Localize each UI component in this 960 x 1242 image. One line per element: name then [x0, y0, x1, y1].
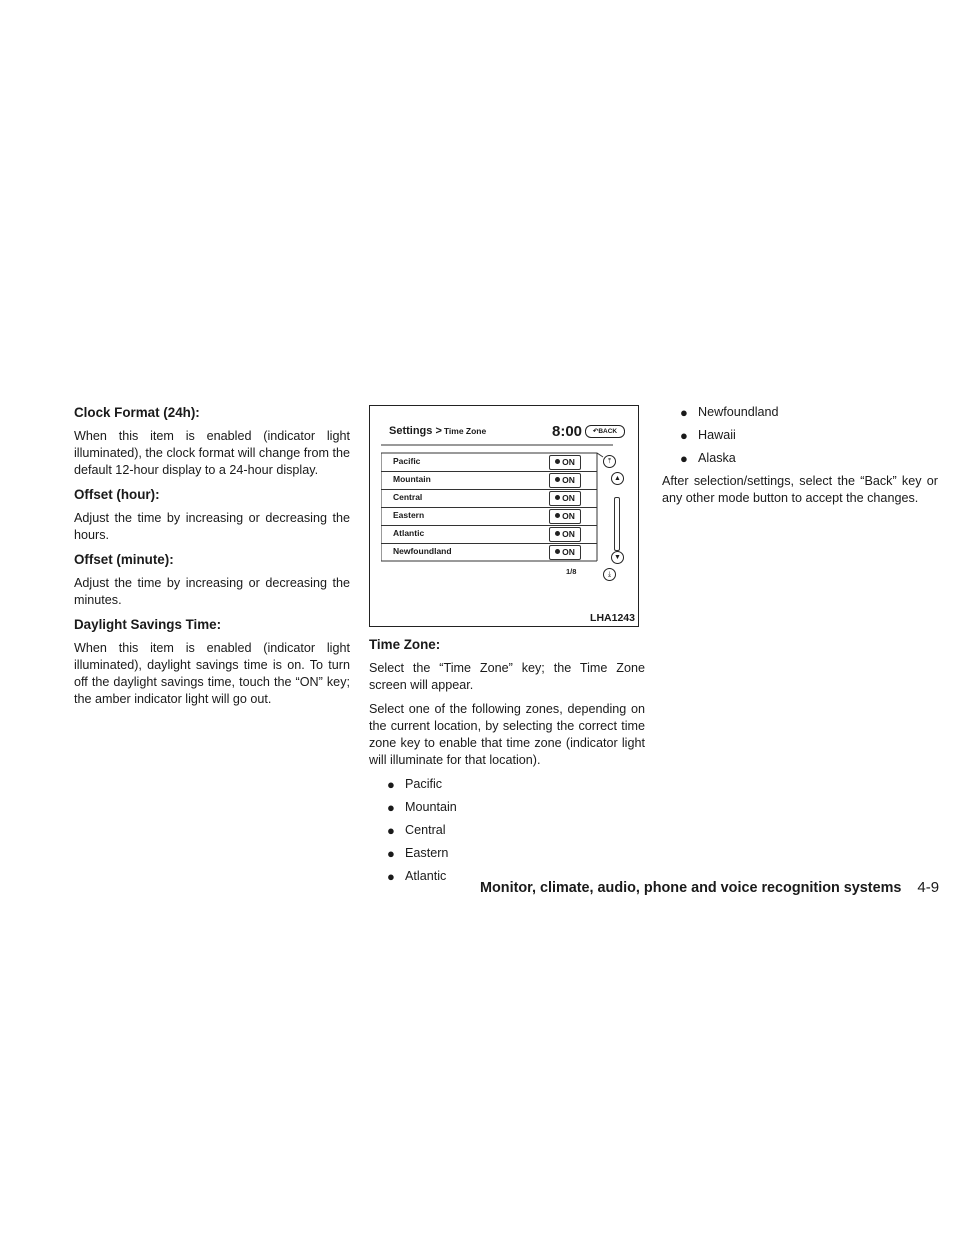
list-item: ● Pacific [387, 777, 443, 792]
scroll-up-icon[interactable]: ▲ [611, 472, 624, 485]
time-zone-bullets-continued [662, 404, 938, 467]
list-item: ● Newfoundland [680, 405, 779, 420]
on-toggle[interactable]: ON [549, 473, 581, 488]
back-label: BACK [598, 428, 618, 435]
screen-header [389, 424, 621, 440]
on-toggle[interactable]: ON [549, 545, 581, 560]
bullet-icon: ● [387, 823, 395, 838]
page-number: 4-9 [917, 879, 940, 896]
time-zone-label: Mountain [393, 474, 431, 484]
time-zone-heading: Time Zone: [369, 637, 441, 652]
time-zone-label: Central [393, 492, 423, 502]
screen-title: Settings > Time Zone [389, 425, 487, 437]
bullet-icon: ● [680, 451, 688, 466]
after-selection-para: After selection/settings, select the “Back” key or any other mode button to accept the changes. [662, 474, 938, 505]
time-zone-label: Atlantic [393, 528, 425, 538]
scroll-top-icon[interactable]: ⤒ [603, 455, 616, 468]
daylight-savings-heading: Daylight Savings Time: [74, 617, 222, 632]
back-button[interactable] [585, 425, 625, 438]
time-zone-label: Newfoundland [393, 546, 452, 556]
indicator-light-icon [555, 531, 560, 536]
offset-minute-body: Adjust the time by increasing or decreasing the minutes. [74, 576, 350, 607]
time-zone-row-central[interactable] [381, 489, 597, 508]
time-zone-row-atlantic[interactable] [381, 525, 597, 544]
daylight-savings-body: When this item is enabled (indicator light illuminated), daylight savings time is on. To turn off the daylight savings time, touch the “ON” key; the amber indicator light will go out. [74, 641, 350, 706]
indicator-light-icon [555, 477, 560, 482]
time-zone-screen-figure [369, 405, 639, 627]
clock-format-heading: Clock Format (24h): [74, 405, 200, 420]
list-item: ● Eastern [387, 846, 449, 861]
indicator-light-icon [555, 459, 560, 464]
time-zone-label: Eastern [393, 510, 425, 520]
page-footer [480, 879, 939, 896]
list-item: ● Mountain [387, 800, 457, 815]
time-zone-row-eastern[interactable] [381, 507, 597, 526]
on-toggle[interactable]: ON [549, 491, 581, 506]
list-item: ● Central [387, 823, 446, 838]
back-arrow-icon: ↶ [592, 428, 599, 435]
on-toggle[interactable]: ON [549, 509, 581, 524]
bullet-icon: ● [387, 777, 395, 792]
bullet-icon: ● [387, 800, 395, 815]
offset-minute-heading: Offset (minute): [74, 552, 174, 567]
bullet-icon: ● [387, 869, 395, 884]
clock-format-body: When this item is enabled (indicator light illuminated), the clock format will change from the default 12-hour display to a 24-hour display. [74, 429, 350, 477]
time-zone-row-mountain[interactable] [381, 471, 597, 490]
left-column [74, 404, 350, 715]
time-zone-para-2: Select one of the following zones, depending on the current location, by selecting the correct time zone key to enable that time zone (indicator light will illuminate for that location). [369, 702, 645, 767]
middle-column [369, 636, 645, 891]
list-item: ● Hawaii [680, 428, 736, 443]
bullet-icon: ● [680, 405, 688, 420]
indicator-light-icon [555, 549, 560, 554]
bullet-icon: ● [680, 428, 688, 443]
list-item: ● Atlantic [387, 869, 447, 884]
list-item: ● Alaska [680, 451, 736, 466]
scrollbar-track[interactable] [614, 497, 620, 551]
scroll-bottom-icon[interactable]: ⤓ [603, 568, 616, 581]
offset-hour-body: Adjust the time by increasing or decreasing the hours. [74, 511, 350, 542]
indicator-light-icon [555, 513, 560, 518]
bullet-icon: ● [387, 846, 395, 861]
offset-hour-heading: Offset (hour): [74, 487, 160, 502]
time-zone-label: Pacific [393, 456, 421, 466]
time-zone-bullets [369, 776, 645, 885]
page-indicator: 1/8 [566, 567, 577, 576]
time-zone-row-newfoundland[interactable] [381, 543, 597, 561]
on-toggle[interactable]: ON [549, 527, 581, 542]
screen-subtitle: Time Zone [443, 426, 487, 436]
right-column [662, 404, 938, 514]
on-toggle[interactable]: ON [549, 455, 581, 470]
chapter-title: Monitor, climate, audio, phone and voice recognition systems [480, 880, 902, 896]
indicator-light-icon [555, 495, 560, 500]
screen-clock: 8:00 [552, 423, 583, 440]
scroll-down-icon[interactable]: ▼ [611, 551, 624, 564]
figure-caption: LHA1243 [590, 612, 635, 624]
time-zone-row-pacific[interactable] [381, 453, 597, 472]
time-zone-para-1: Select the “Time Zone” key; the Time Zone screen will appear. [369, 661, 645, 692]
screen-illustration [381, 417, 627, 593]
